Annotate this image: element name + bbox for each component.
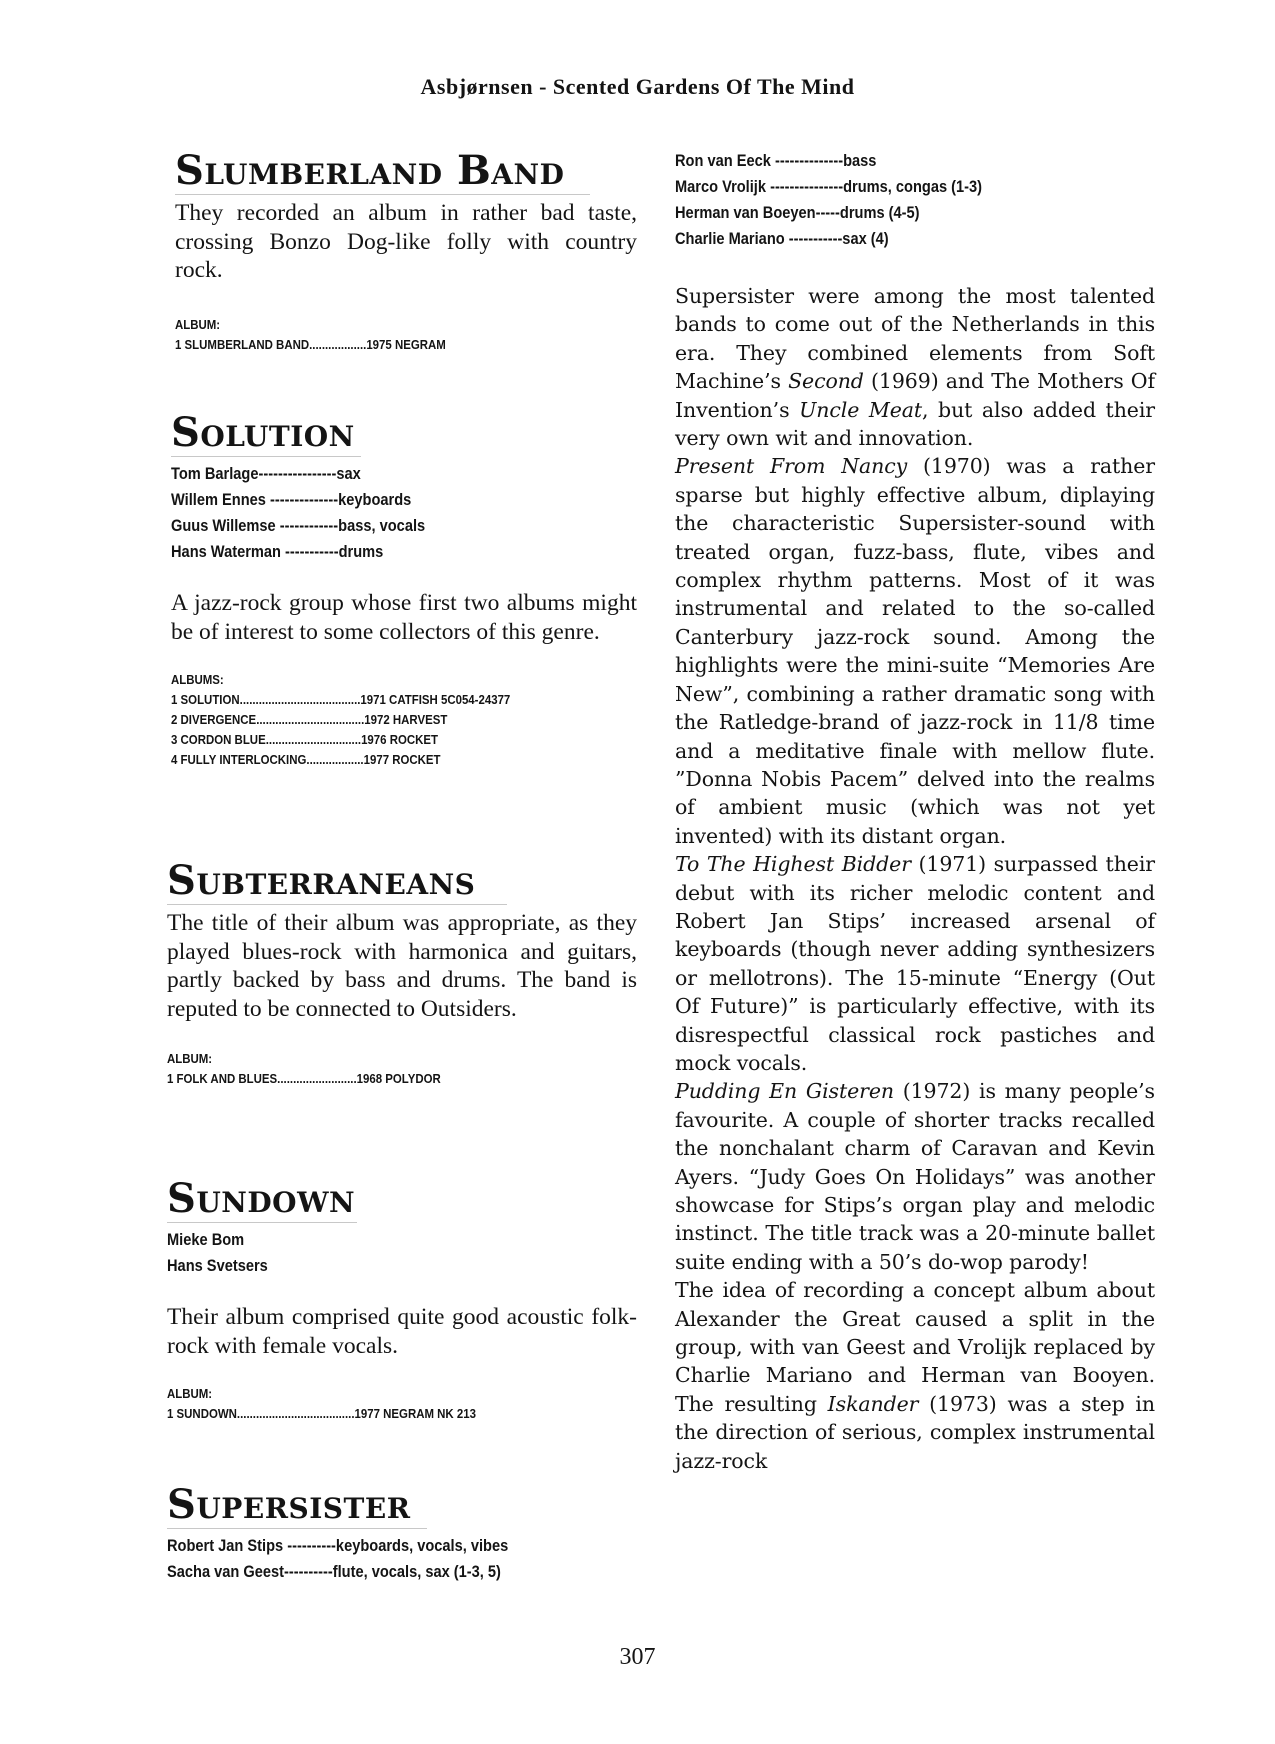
album-info: 1968 POLYDOR [356,1071,441,1086]
title-rule [175,194,590,195]
entry-solution [171,410,637,770]
member-dashes: -------------- [265,490,339,509]
member-row [167,1559,571,1585]
paragraph [675,850,1155,1077]
album-title: Second [788,369,864,394]
album-row [167,1069,581,1089]
band-description: They recorded an album in rather bad taste, crossing Bonzo Dog-like folly with country rock. [175,200,637,283]
text-run: (1969) and The Mothers Of Invention’s [675,369,1155,422]
album-title: Uncle Meat [799,397,923,422]
member-name: Mieke Bom [167,1230,245,1249]
member-dashes: ----- [815,203,840,222]
album-entry: 2 DIVERGENCE [171,712,257,727]
album-dots: ...................................... [239,692,361,707]
paragraph [675,452,1155,850]
member-dashes: ----------- [280,542,339,561]
member-dashes: --------------- [766,177,844,196]
album-dots: .................. [306,752,364,767]
album-info: 1971 CATFISH 5C054-24377 [360,692,511,707]
entry-slumberland-band [175,148,637,355]
member-dashes: ---------- [283,1536,336,1555]
album-dots: .............................. [265,732,362,747]
text-run: The idea of recording a concept album about Alexander the Great caused a split in the group, with van Geest and Vrolijk replaced by Charlie Mariano and Herman van Booyen. The resulting [675,1278,1155,1416]
member-row [171,513,572,539]
member-row [171,461,572,487]
text-run: (1973) was a step in the direction of serious, complex instrumental jazz-rock [675,1391,1155,1473]
member-role: bass, vocals [338,516,426,535]
text-run: Supersister were among the most talented bands to come out of the Netherlands in this era. They combined elements from Soft Machine’s [675,284,1155,394]
member-row [167,1253,571,1279]
member-dashes: ----------- [784,229,843,248]
band-title: Slumberland Band [175,147,565,194]
member-list [171,461,637,565]
album-info: 1972 HARVEST [364,712,448,727]
member-name: Guus Willemse [171,516,276,535]
member-name: Robert Jan Stips [167,1536,284,1555]
text-run: (1971) surpassed their debut with its richer melodic content and Robert Jan Stips’ increased arsenal of keyboards (though never adding synthesizers or mellotrons). The 15-minute “Energy (Out Of Future)” is particularly effective, with its disrespectful classical rock pastiches and mock vocals. [675,852,1155,1075]
album-heading: ALBUM: [167,1386,213,1401]
album-title: Iskander [827,1391,919,1416]
paragraph [675,1276,1155,1475]
member-role: sax [336,464,361,483]
member-list [675,148,1155,252]
album-entry: 1 SLUMBERLAND BAND [175,336,310,352]
member-dashes: ---------- [284,1562,333,1581]
member-dashes: -------------- [770,151,844,170]
album-row [171,750,581,770]
band-title: Subterraneans [167,857,476,904]
entry-supersister [167,1482,637,1585]
album-heading: ALBUM: [175,316,221,332]
member-name: Willem Ennes [171,490,266,509]
album-entry: 1 SUNDOWN [167,1406,237,1421]
member-role: drums [338,542,384,561]
album-list [171,670,637,770]
member-name: Charlie Mariano [675,229,785,248]
member-role: flute, vocals, sax (1-3, 5) [332,1562,501,1581]
album-row [171,690,581,710]
member-dashes: ---------------- [258,464,337,483]
member-role: keyboards, vocals, vibes [335,1536,509,1555]
member-role: sax (4) [842,229,889,248]
member-list [167,1227,637,1279]
album-dots: .................................. [256,712,365,727]
title-rule [167,1222,357,1223]
paragraph [675,282,1155,452]
member-name: Ron van Eeck [675,151,771,170]
entry-sundown [167,1176,637,1424]
member-name: Herman van Boeyen [675,203,816,222]
album-row [171,710,581,730]
album-heading: ALBUMS: [171,672,224,687]
entry-subterraneans [167,858,637,1089]
paragraph [675,1077,1155,1276]
article-body [675,282,1155,1475]
band-description: The title of their album was appropriate, as they played blues-rock with harmonica and guitars, partly backed by bass and drums. The band is reputed to be connected to Outsiders. [167,910,637,1022]
band-title: Supersister [167,1481,411,1528]
album-row [171,730,581,750]
member-role: bass [843,151,877,170]
album-dots: ......................... [277,1071,357,1086]
member-name: Tom Barlage [171,464,259,483]
member-row [675,148,1088,174]
member-row [675,174,1088,200]
member-row [167,1533,571,1559]
member-row [675,226,1088,252]
band-title: Solution [171,409,355,456]
page-number: 307 [619,1644,656,1670]
album-entry: 3 CORDON BLUE [171,732,266,747]
band-description: Their album comprised quite good acoustic folk-rock with female vocals. [167,1304,637,1359]
member-role: drums (4-5) [839,203,920,222]
album-list [167,1049,637,1089]
title-rule [167,1528,427,1529]
member-role: drums, congas (1-3) [843,177,983,196]
album-info: 1976 ROCKET [361,732,438,747]
member-name: Hans Waterman [171,542,281,561]
running-head: Asbjørnsen - Scented Gardens Of The Mind [420,74,855,99]
text-run: , but also added their very own wit and innovation. [675,397,1155,451]
album-row [175,335,582,355]
member-list [167,1533,637,1585]
album-heading: ALBUM: [167,1051,213,1066]
album-title: To The Highest Bidder [675,852,911,877]
album-dots: .................. [309,336,367,352]
member-role: keyboards [338,490,412,509]
album-row [167,1404,581,1424]
text-run: (1970) was a rather sparse but highly effective album, diplaying the characteristic Supersister-sound with treated organ, fuzz-bass, flute, vibes and complex rhythm patterns. Most of it was instrumental and related to the so-called Canterbury jazz-rock sound. Among the highlights were the mini-suite “Memories Are New”, combining a rather dramatic song with the Ratledge-brand of jazz-rock in 11/8 time and a meditative finale with mellow flute. ”Donna Nobis Pacem” delved into the realms of ambient music (which was not yet invented) with its distant organ. [675,454,1155,848]
album-info: 1977 ROCKET [363,752,441,767]
member-row [675,200,1088,226]
album-entry: 1 FOLK AND BLUES [167,1071,278,1086]
band-description: A jazz-rock group whose first two albums might be of interest to some collectors of this genre. [171,590,637,645]
member-row [171,539,572,565]
member-dashes: ------------ [275,516,339,535]
member-row [171,487,572,513]
member-name: Hans Svetsers [167,1256,268,1275]
album-dots: ..................................... [236,1406,355,1421]
album-title: Pudding En Gisteren [675,1079,894,1104]
member-row [167,1227,571,1253]
album-title: Present From Nancy [675,454,908,479]
band-title: Sundown [167,1175,356,1222]
album-info: 1977 NEGRAM NK 213 [354,1406,476,1421]
album-list [167,1384,637,1424]
album-list [175,315,637,355]
album-entry: 4 FULLY INTERLOCKING [171,752,307,767]
album-entry: 1 SOLUTION [171,692,240,707]
member-name: Sacha van Geest [167,1562,285,1581]
album-info: 1975 NEGRAM [366,336,446,352]
title-rule [171,456,361,457]
right-column [675,148,1155,1475]
member-name: Marco Vrolijk [675,177,767,196]
text-run: (1972) is many people’s favourite. A couple of shorter tracks recalled the nonchalant charm of Caravan and Kevin Ayers. “Judy Goes On Holidays” was another showcase for Stips’s organ play and melodic instinct. The title track was a 20-minute ballet suite ending with a 50’s do-wop parody! [675,1079,1155,1274]
title-rule [167,904,507,905]
